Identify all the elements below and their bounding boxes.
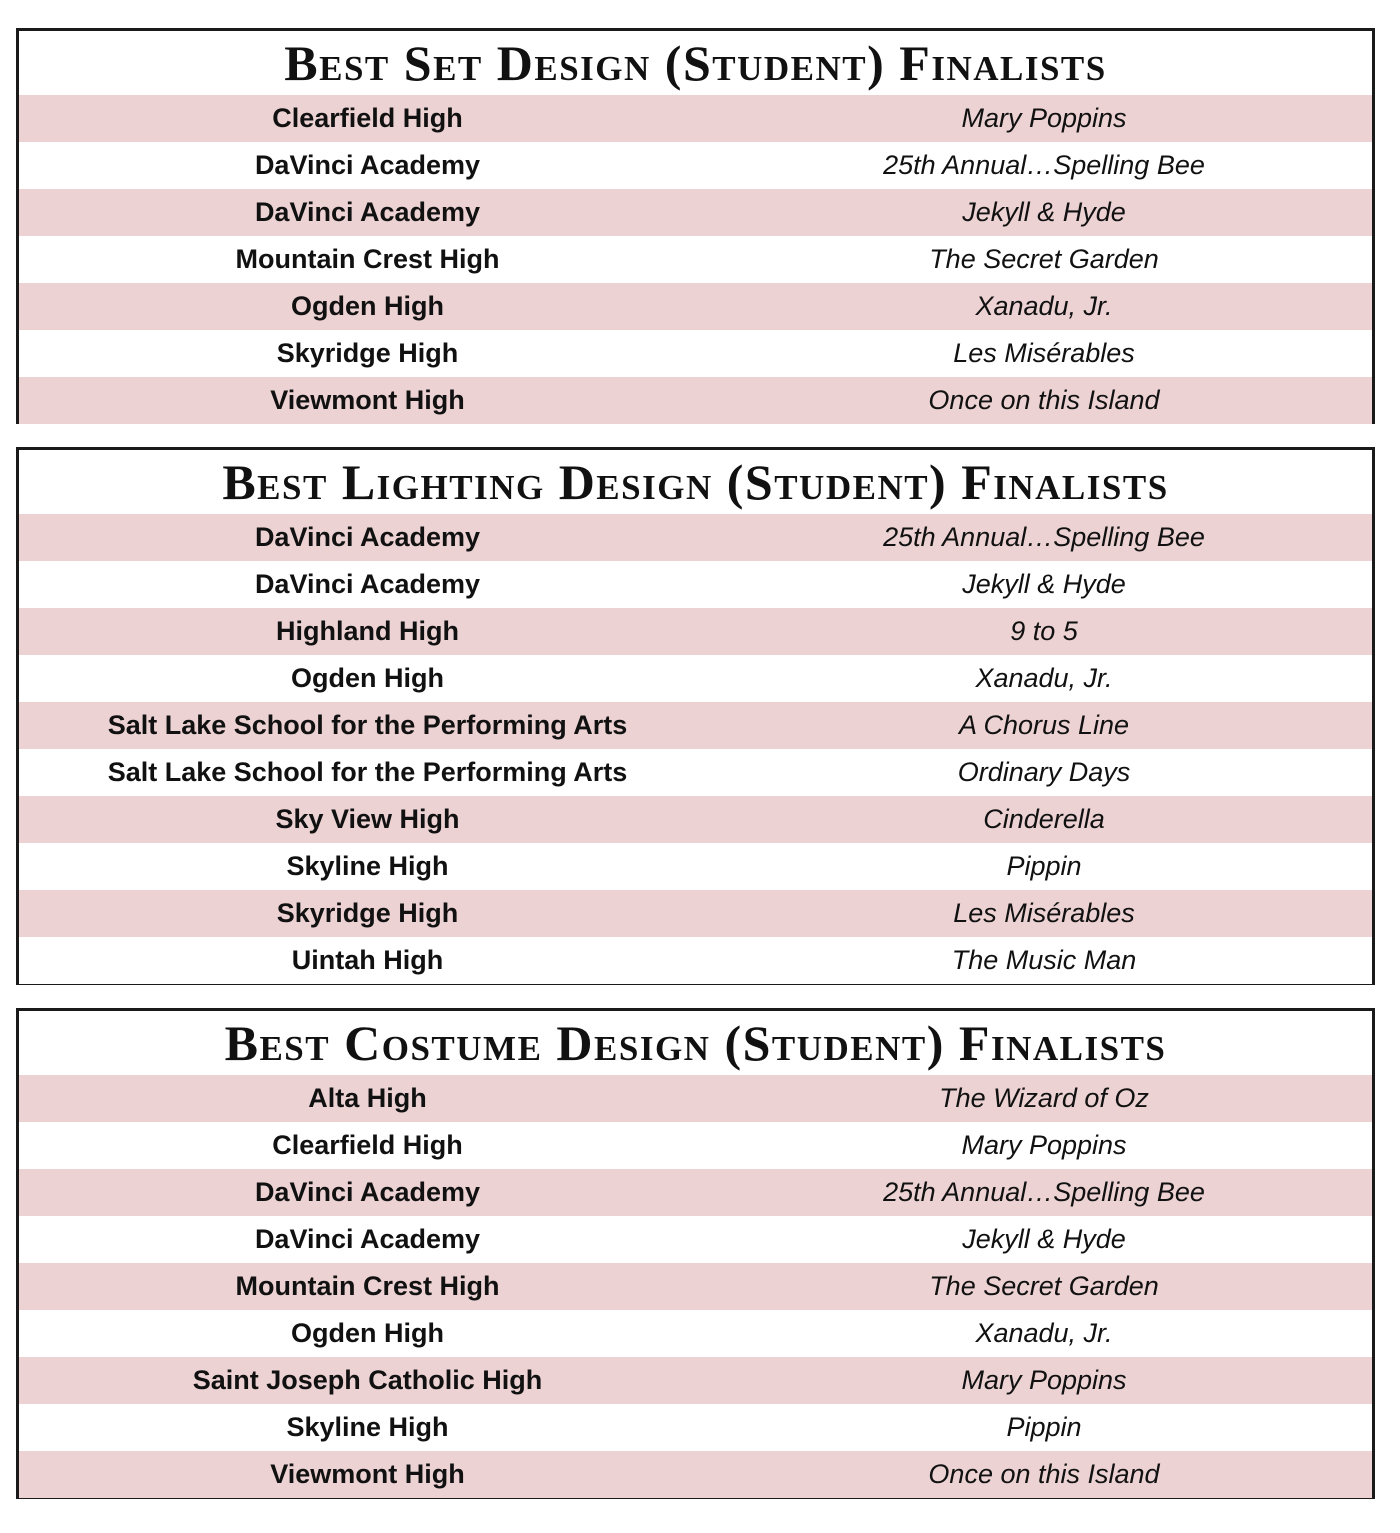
- school-name: Skyline High: [286, 1412, 449, 1442]
- school-name: DaVinci Academy: [254, 197, 481, 227]
- show-title: 9 to 5: [1010, 616, 1078, 646]
- school-name: DaVinci Academy: [254, 150, 481, 180]
- table-row: [19, 937, 1372, 984]
- show-title: The Secret Garden: [929, 244, 1159, 274]
- table-row: [19, 514, 1372, 561]
- table-row: [19, 1451, 1372, 1498]
- show-title: Jekyll & Hyde: [962, 1224, 1126, 1254]
- table-row: [19, 142, 1372, 189]
- school-name: Sky View High: [275, 804, 460, 834]
- show-title: 25th Annual…Spelling Bee: [883, 1177, 1205, 1207]
- table-row: [19, 1263, 1372, 1310]
- school-name: Alta High: [308, 1083, 427, 1113]
- school-name: Ogden High: [291, 1318, 444, 1348]
- table-row: [19, 1169, 1372, 1216]
- school-name: Viewmont High: [270, 385, 465, 415]
- table-row: [19, 1404, 1372, 1451]
- show-title: Cinderella: [983, 804, 1105, 834]
- show-title: Xanadu, Jr.: [975, 1318, 1113, 1348]
- table-row: [19, 843, 1372, 890]
- show-title: Mary Poppins: [961, 1365, 1127, 1395]
- table-row: [19, 1216, 1372, 1263]
- table-row: [19, 1075, 1372, 1122]
- finalists-panel: [16, 447, 1375, 985]
- table-row: [19, 702, 1372, 749]
- school-name: Salt Lake School for the Performing Arts: [107, 757, 628, 787]
- school-name: Saint Joseph Catholic High: [192, 1365, 543, 1395]
- finalists-panel: [16, 28, 1375, 424]
- show-title: Pippin: [1006, 1412, 1082, 1442]
- show-title: Once on this Island: [928, 385, 1160, 415]
- school-name: Mountain Crest High: [235, 1271, 500, 1301]
- show-title: Xanadu, Jr.: [975, 663, 1113, 693]
- school-name: Mountain Crest High: [235, 244, 500, 274]
- finalists-list: [19, 514, 1372, 984]
- show-title: Pippin: [1006, 851, 1082, 881]
- table-row: [19, 608, 1372, 655]
- table-row: [19, 796, 1372, 843]
- table-row: [19, 1122, 1372, 1169]
- table-row: [19, 655, 1372, 702]
- school-name: DaVinci Academy: [254, 1224, 481, 1254]
- show-title: 25th Annual…Spelling Bee: [883, 522, 1205, 552]
- show-title: The Secret Garden: [929, 1271, 1159, 1301]
- school-name: Skyline High: [286, 851, 449, 881]
- finalists-list: [19, 95, 1372, 424]
- table-row: [19, 189, 1372, 236]
- school-name: Viewmont High: [270, 1459, 465, 1489]
- table-row: [19, 377, 1372, 424]
- table-row: [19, 95, 1372, 142]
- school-name: Skyridge High: [276, 898, 459, 928]
- school-name: Clearfield High: [272, 103, 463, 133]
- show-title: The Wizard of Oz: [939, 1083, 1149, 1113]
- show-title: Les Misérables: [953, 338, 1135, 368]
- school-name: Ogden High: [291, 663, 444, 693]
- show-title: A Chorus Line: [958, 710, 1130, 740]
- table-row: [19, 330, 1372, 377]
- finalists-list: [19, 1075, 1372, 1498]
- panel-title: Best Set Design (Student) Finalists: [284, 35, 1107, 91]
- show-title: Les Misérables: [953, 898, 1135, 928]
- school-name: DaVinci Academy: [254, 1177, 481, 1207]
- show-title: The Music Man: [951, 945, 1137, 975]
- school-name: Highland High: [276, 616, 459, 646]
- table-row: [19, 561, 1372, 608]
- school-name: Salt Lake School for the Performing Arts: [107, 710, 628, 740]
- school-name: Skyridge High: [276, 338, 459, 368]
- table-row: [19, 283, 1372, 330]
- table-row: [19, 1310, 1372, 1357]
- table-row: [19, 749, 1372, 796]
- school-name: DaVinci Academy: [254, 522, 481, 552]
- panel-title: Best Lighting Design (Student) Finalists: [222, 454, 1169, 510]
- show-title: Jekyll & Hyde: [962, 197, 1126, 227]
- show-title: 25th Annual…Spelling Bee: [883, 150, 1205, 180]
- show-title: Ordinary Days: [957, 757, 1131, 787]
- show-title: Mary Poppins: [961, 103, 1127, 133]
- table-row: [19, 1357, 1372, 1404]
- table-row: [19, 890, 1372, 937]
- finalists-panel: [16, 1008, 1375, 1499]
- show-title: Mary Poppins: [961, 1130, 1127, 1160]
- show-title: Jekyll & Hyde: [962, 569, 1126, 599]
- show-title: Xanadu, Jr.: [975, 291, 1113, 321]
- panel-title: Best Costume Design (Student) Finalists: [224, 1015, 1167, 1071]
- table-row: [19, 236, 1372, 283]
- show-title: Once on this Island: [928, 1459, 1160, 1489]
- school-name: Uintah High: [291, 945, 444, 975]
- school-name: Clearfield High: [272, 1130, 463, 1160]
- school-name: DaVinci Academy: [254, 569, 481, 599]
- school-name: Ogden High: [291, 291, 444, 321]
